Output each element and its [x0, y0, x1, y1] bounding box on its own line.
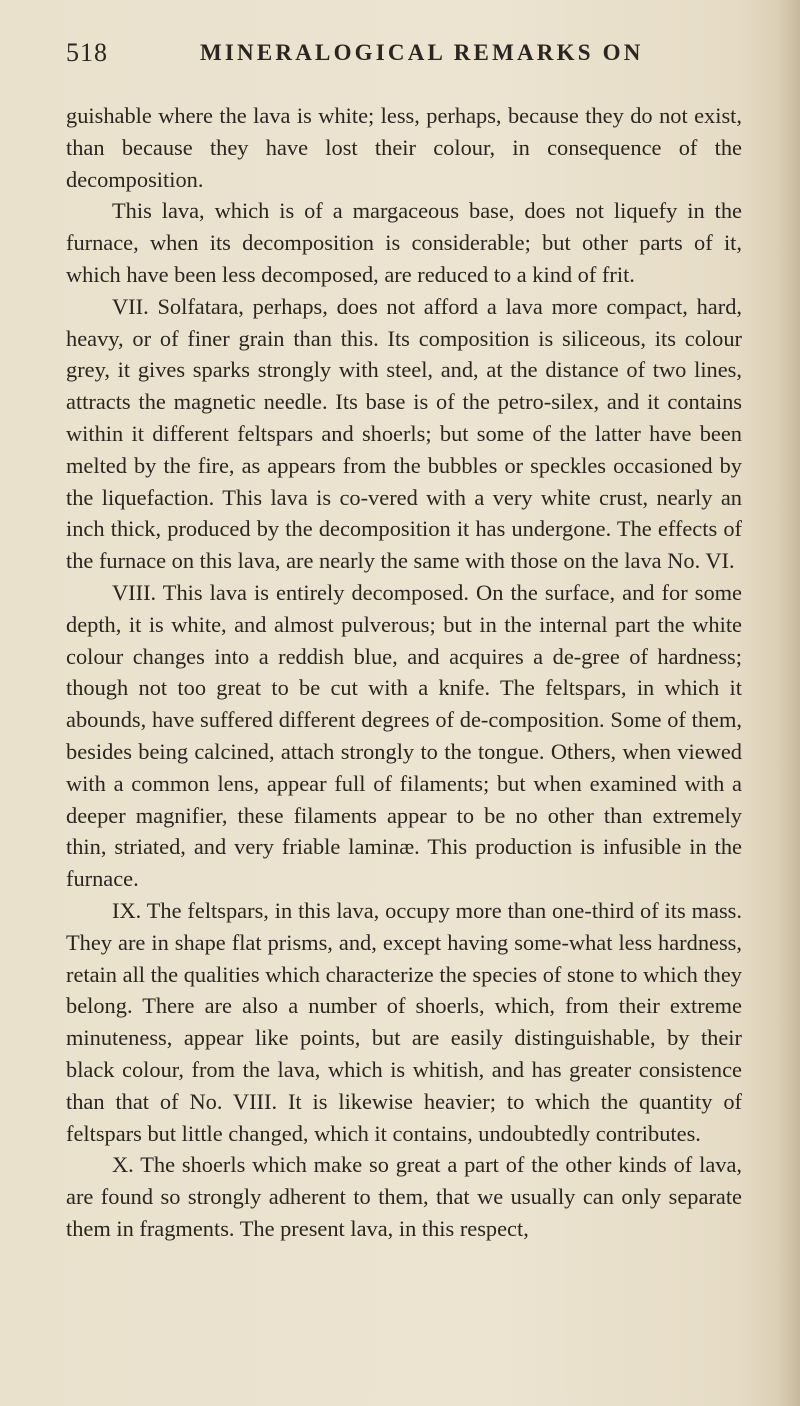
paragraph-section-viii: VIII. This lava is entirely decomposed. On the surface, and for some depth, it is white, and almost pulverous; but in the internal part the white colour changes into a reddish blue, and acquires a de-gree of hardness; though not too great to be cut with a knife. The feltspars, in which it abounds, have suffered different degrees of de-composition. Some of them, besides being calcined, attach strongly to the tongue. Others, when viewed with a common lens, appear full of filaments; but when examined with a deeper magnifier, these filaments appear to be no other than extremely thin, striated, and very friable laminæ. This production is infusible in the furnace.: [66, 579, 742, 892]
body-text: [66, 100, 742, 1245]
paragraph: This lava, which is of a margaceous base, does not liquefy in the furnace, when its decomposition is considerable; but other parts of it, which have been less decomposed, are reduced to a kind of frit.: [66, 198, 742, 287]
page-edge-shadow: [778, 0, 800, 1406]
paragraph-section-x: X. The shoerls which make so great a part of the other kinds of lava, are found so strongly adherent to them, that we usually can only separate them in fragments. The present lava, in this respect,: [66, 1152, 742, 1241]
paragraph-continued: guishable where the lava is white; less, perhaps, because they do not exist, than because they have lost their colour, in consequence of the decomposition.: [66, 103, 742, 192]
page-number: 518: [66, 38, 108, 67]
running-title: MINERALOGICAL REMARKS ON: [200, 40, 644, 65]
paragraph-section-ix: IX. The feltspars, in this lava, occupy more than one-third of its mass. They are in shape flat prisms, and, except having some-what less hardness, retain all the qualities which characterize the species of stone to which they belong. There are also a number of shoerls, which, from their extreme minuteness, appear like points, but are easily distinguishable, by their black colour, from the lava, which is whitish, and has greater consistence than that of No. VIII. It is likewise heavier; to which the quantity of feltspars but little changed, which it contains, undoubtedly contributes.: [66, 897, 742, 1146]
paragraph-section-vii: VII. Solfatara, perhaps, does not afford a lava more compact, hard, heavy, or of finer grain than this. Its composition is siliceous, its colour grey, it gives sparks strongly with steel, and, at the distance of two lines, attracts the magnetic needle. Its base is of the petro-silex, and it contains within it different feltspars and shoerls; but some of the latter have been melted by the fire, as appears from the bubbles or speckles occasioned by the liquefaction. This lava is co-vered with a very white crust, nearly an inch thick, produced by the decomposition it has undergone. The effects of the furnace on this lava, are nearly the same with those on the lava No. VI.: [66, 293, 742, 574]
running-head: [66, 38, 746, 72]
